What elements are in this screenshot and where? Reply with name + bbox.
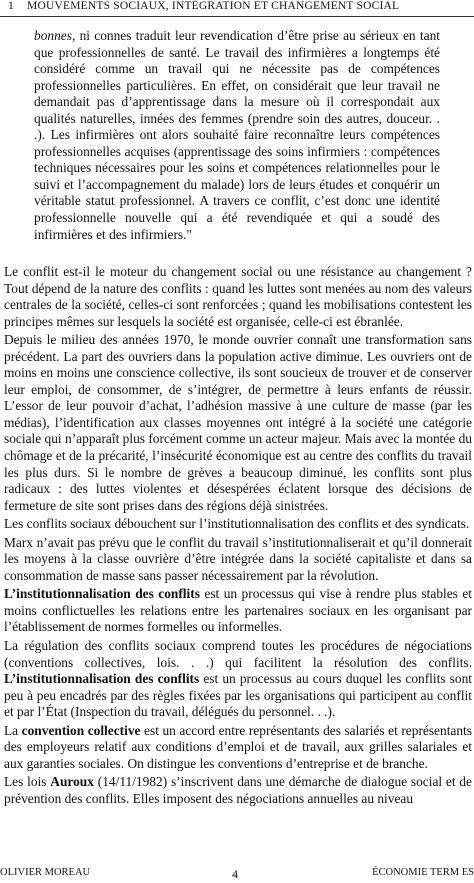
- body-text: [4, 264, 472, 808]
- quote-block: [34, 28, 440, 243]
- term-collective-agreement: convention collective: [21, 722, 141, 738]
- paragraph-institutionalisation-def: [4, 586, 472, 636]
- quote-paragraph: [34, 28, 440, 243]
- header-rule: [0, 16, 474, 17]
- definition-text: est un processus qui vise à rendre plus stables et moins conflictuelles les relations entre les partenaires sociaux en les organisant par l’établissement de normes formelles ou informelles.: [4, 586, 472, 635]
- paragraph-auroux-laws: [4, 774, 472, 807]
- regulation-rest: est un processus au cours duquel les conflits sont peu à peu encadrés par des règles fixées par les organisations qui participent au conflit et par l’État (Inspection du travail, délégués du personnel. . .).: [4, 671, 472, 720]
- collective-start: La: [4, 722, 22, 738]
- collective-rest: est un accord entre représentants des salariés et représentants des employeurs relatif aux conditions d’emploi et de travail, aux grilles salariales et aux garanties sociales. On distingue les conventions d’entreprise et de branche.: [4, 722, 472, 771]
- chapter-number: 1: [8, 0, 14, 12]
- paragraph-collective-agreement: [4, 723, 472, 773]
- running-header: [8, 0, 468, 12]
- paragraph-working-class: Depuis le milieu des années 1970, le monde ouvrier connaît une transformation sans précédent. La part des ouvriers dans la population active diminue. Les ouvriers ont de moins en moins une conscience collective, ils sont soucieux de trouver et de conserver leur emploi, de consommer, de s’intégrer, de permettre à leurs enfants de réussir. L’essor de leur pouvoir d’achat, l’adhésion massive à une culture de masse (par les médias), l’identification aux classes moyennes ont intégré à la société une catégorie sociale qui n’apparaît plus forcément comme un acteur majeur. Mais avec la montée du chômage et de la précarité, l’insécurité économique est au centre des conflits du travail les plus durs. Si le nombre de grèves a beaucoup diminué, les conflits sont plus radicaux : des luttes violentes et désespérées éclatent lorsque des décisions de fermeture de site sont prises dans des régions déjà sinistrées.: [4, 332, 472, 513]
- term-institutionalisation-2: L’institutionnalisation des conflits: [4, 671, 200, 687]
- footer-author: OLIVIER MOREAU: [0, 867, 91, 878]
- term-institutionalisation: L’institutionnalisation des conflits: [4, 586, 200, 602]
- chapter-title: MOUVEMENTS SOCIAUX, INTÉGRATION ET CHANGEMENT SOCIAL: [27, 0, 400, 12]
- page-footer: [0, 865, 474, 883]
- paragraph-regulation: [4, 638, 472, 721]
- auroux-start: Les lois: [4, 774, 51, 790]
- paragraph-institutionalisation-intro: Les conflits sociaux débouchent sur l’institutionnalisation des conflits et des syndicats.: [4, 516, 470, 532]
- quote-text: , ni connes traduit leur revendication d’être prise au sérieux en tant que professionnelles de santé. Le travail des infirmières a longtemps été considéré comme un travail qui ne nécessite pas de compétences professionnelles particulières. En effet, on considérait que leur travail ne demandait pas d’apprentissage dans la mesure où il correspondait aux qualités naturelles, innées des femmes (prendre soin des autres, douceur. . .). Les infirmières ont alors souhaité faire reconnaître leurs compétences professionnelles acquises (apprentissage des soins infirmiers : compétences techniques nécessaires pour les soins et compétences relationnelles pour le suivi et l’accompagnement du malade) lors de leurs études et conquérir un véritable statut professionnel. A travers ce conflit, c’est donc une identité professionnelle nouvelle qui a été revendiquée et qui a soudé des infirmières et des infirmiers.": [34, 28, 440, 242]
- auroux-rest: (14/11/1982) s’inscrivent dans une démarche de dialogue social et de prévention des conflits. Elles imposent des négociations annuelles au niveau: [4, 774, 472, 806]
- paragraph-marx: Marx n’avait pas prévu que le conflit du travail s’institutionnaliserait et qu’il donnerait les moyens à la classe ouvrière d’être intégrée dans la société capitaliste et dans sa consommation de masse sans passer nécessairement par la révolution.: [4, 534, 472, 583]
- quote-italic-start: bonnes: [34, 28, 72, 43]
- term-auroux: Auroux: [50, 774, 94, 790]
- footer-page-number: 4: [232, 867, 238, 881]
- footer-book-title: ÉCONOMIE TERM ES: [372, 867, 474, 878]
- paragraph-conflict-motor: Le conflit est-il le moteur du changement social ou une résistance au changement ? Tout dépend de la nature des conflits : quand les luttes sont menées au nom des valeurs centrales de la société, celles-ci sont renforcées ; quand les mobilisations contestent les principes mêmes sur lesquels la société est organisée, celle-ci est ébranlée.: [4, 264, 472, 329]
- regulation-text: La régulation des conflits sociaux comprend toutes les procédures de négociations (conventions collectives, lois. . .) qui facilitent la résolution des conflits.: [4, 638, 472, 670]
